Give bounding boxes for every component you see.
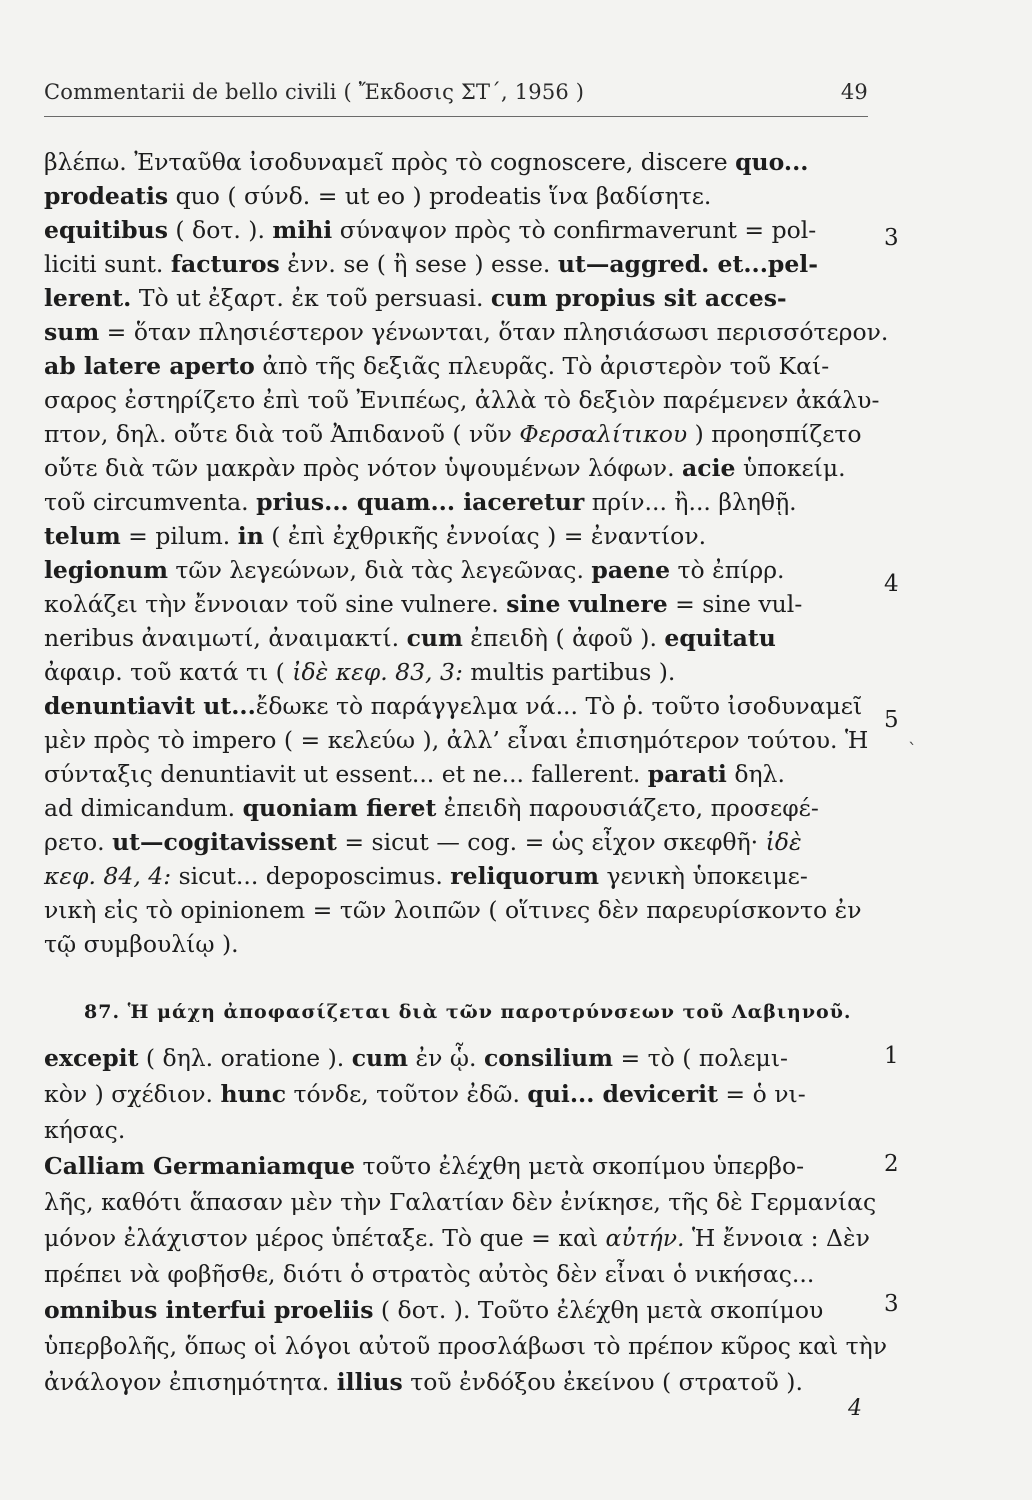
gloss-text: μὲν πρὸς τὸ impero ( = κελεύω ), ἀλλ’ εἶναι ἐπισημότερον τούτου. Ἡ <box>44 726 869 754</box>
margin-line-number: 1 <box>884 1043 899 1069</box>
gloss-text: νικὴ εἰς τὸ opinionem = τῶν λοιπῶν ( οἵτινες δὲν παρευρίσκοντο ἐν <box>44 896 862 924</box>
gloss-text: ρετο. <box>44 828 113 856</box>
margin-line-number: 3 <box>884 225 899 251</box>
text-line <box>44 382 880 418</box>
gloss-text: πρέπει νὰ φοβῆσθε, διότι ὁ στρατὸς αὐτὸς δὲν εἶναι ὁ νικήσας... <box>44 1260 815 1288</box>
lemma-term: mihi <box>272 216 333 244</box>
gloss-text: ( δηλ. oratione ). <box>138 1044 352 1072</box>
lemma-term: omnibus interfui proeliis <box>44 1296 374 1324</box>
gloss-text: ( δοτ. ). <box>167 216 273 244</box>
gloss-text: τοῦ circumventa. <box>44 488 257 516</box>
italic-reference: αὐτήν. <box>605 1224 685 1252</box>
gloss-text: ( ἐπὶ ἐχθρικῆς ἐννοίας ) = ἐναντίον. <box>263 522 707 550</box>
italic-reference: Φερσαλίτικου <box>519 420 688 448</box>
lemma-term: ab latere aperto <box>44 352 255 380</box>
text-line <box>44 586 868 622</box>
gloss-text: τῶν λεγεώνων, διὰ τὰς λεγεῶνας. <box>167 556 592 584</box>
text-line <box>44 1256 868 1292</box>
lemma-term: Calliam Germaniamque <box>44 1152 356 1180</box>
text-line <box>44 1040 868 1076</box>
text-line <box>44 790 868 826</box>
lemma-term: sum <box>44 318 100 346</box>
gloss-text: ( δοτ. ). Τοῦτο ἐλέχθη μετὰ σκοπίμου <box>373 1296 824 1324</box>
gloss-text: Τὸ ut ἐξαρτ. ἐκ τοῦ persuasi. <box>131 284 491 312</box>
gloss-text: ἀνάλογον ἐπισημότητα. <box>44 1368 337 1396</box>
lemma-term: in <box>237 522 264 550</box>
lemma-term: cum propius sit acces- <box>490 284 787 312</box>
lemma-term: legionum <box>44 556 168 584</box>
gloss-text: ) προησπίζετο <box>687 420 862 448</box>
lemma-term: illius <box>336 1368 403 1396</box>
text-line <box>44 1328 887 1364</box>
lemma-term: hunc <box>220 1080 287 1108</box>
lemma-term: acie <box>682 454 736 482</box>
gloss-text: σαρος ἐστηρίζετο ἐπὶ τοῦ Ἐνιπέως, ἀλλὰ τὸ δεξιὸν παρέμενεν ἀκάλυ- <box>44 386 880 414</box>
text-line <box>44 348 868 384</box>
gloss-text: πτον, δηλ. οὔτε διὰ τοῦ Ἀπιδανοῦ ( νῦν <box>44 420 520 448</box>
margin-line-number: 2 <box>884 1151 899 1177</box>
lemma-term: parati <box>647 760 727 788</box>
gloss-text: quo ( σύνδ. = ut eo ) prodeatis ἵνα βαδίσητε. <box>168 182 712 210</box>
gloss-text: = ὁ νι- <box>717 1080 806 1108</box>
gloss-text: ἐπειδὴ παρουσιάζετο, προσεφέ- <box>436 794 819 822</box>
gloss-text: neribus ἀναιμωτί, ἀναιμακτί. <box>44 624 407 652</box>
text-line <box>44 1112 868 1148</box>
margin-line-number: 4 <box>884 571 899 597</box>
text-line <box>44 484 868 520</box>
lemma-term: cum <box>406 624 463 652</box>
text-line <box>44 280 868 316</box>
gloss-text: σύναψον πρὸς τὸ confirmaverunt = pol- <box>332 216 817 244</box>
gloss-text: = ὅταν πλησιέστερον γένωνται, ὅταν πλησιάσωσι περισσότερον. <box>99 318 889 346</box>
gloss-text: = sine vul- <box>667 590 803 618</box>
gloss-text: τὸ ἐπίρρ. <box>670 556 785 584</box>
gloss-text: Ἡ ἔννοια : Δὲν <box>684 1224 870 1252</box>
gloss-text: οὔτε διὰ τῶν μακρὰν πρὸς νότον ὑψουμένων λόφων. <box>44 454 683 482</box>
lemma-term: excepit <box>44 1044 139 1072</box>
text-line <box>44 824 868 860</box>
gloss-text: ἀπὸ τῆς δεξιᾶς πλευρᾶς. Τὸ ἀριστερὸν τοῦ Καί- <box>254 352 830 380</box>
lemma-term: cum <box>351 1044 408 1072</box>
text-line <box>44 518 868 554</box>
lemma-term: sine vulnere <box>506 590 668 618</box>
gloss-text: τόνδε, τοῦτον ἐδῶ. <box>286 1080 528 1108</box>
gloss-text: liciti sunt. <box>44 250 171 278</box>
margin-line-number: 3 <box>884 1291 899 1317</box>
text-line <box>44 1076 868 1112</box>
gloss-text: τοῦτο ἐλέχθη μετὰ σκοπίμου ὑπερβο- <box>355 1152 805 1180</box>
page-number: 49 <box>840 80 868 104</box>
gloss-text: κήσας. <box>44 1116 126 1144</box>
text-line <box>44 620 868 656</box>
gloss-text: = τὸ ( πολεμι- <box>613 1044 788 1072</box>
text-line <box>44 688 868 724</box>
lemma-term: ut—cogitavissent <box>112 828 337 856</box>
header-rule <box>44 116 868 117</box>
lemma-term: equitibus <box>44 216 168 244</box>
stray-mark: ` <box>908 740 917 761</box>
lemma-term: lerent. <box>44 284 132 312</box>
gloss-text: κὸν ) σχέδιον. <box>44 1080 221 1108</box>
gloss-text: ἐν ᾧ. <box>408 1044 484 1072</box>
text-line <box>44 450 868 486</box>
text-line <box>44 892 868 928</box>
lemma-term: quoniam fieret <box>242 794 437 822</box>
gloss-text: τῷ συμβουλίῳ ). <box>44 930 239 958</box>
text-line <box>44 144 868 180</box>
lemma-term: denuntiavit ut... <box>44 692 256 720</box>
gloss-text: πρίν... ἢ... βληθῇ. <box>584 488 797 516</box>
lemma-term: prius... quam... iaceretur <box>256 488 585 516</box>
gloss-text: λῆς, καθότι ἅπασαν μὲν τὴν Γαλατίαν δὲν ἐνίκησε, τῆς δὲ Γερμανίας <box>44 1188 877 1216</box>
gloss-text: ἐνν. se ( ἢ sese ) esse. <box>279 250 558 278</box>
text-line <box>44 722 868 758</box>
text-line <box>44 314 889 350</box>
lemma-term: qui... devicerit <box>527 1080 718 1108</box>
text-line <box>44 1292 868 1328</box>
gloss-text: γενικὴ ὑποκειμε- <box>599 862 808 890</box>
gloss-text: = pilum. <box>120 522 238 550</box>
lemma-term: consilium <box>483 1044 613 1072</box>
text-line <box>44 246 868 282</box>
running-title: Commentarii de bello civili ( Ἔκδοσις ΣΤ΄, 1956 ) <box>44 80 585 104</box>
gloss-text: κολάζει τὴν ἔννοιαν τοῦ sine vulnere. <box>44 590 507 618</box>
lemma-term: telum <box>44 522 121 550</box>
italic-reference: κεφ. 84, 4: <box>44 862 172 890</box>
signature-mark: 4 <box>848 1396 862 1421</box>
gloss-text: μόνον ἐλάχιστον μέρος ὑπέταξε. Τὸ que = καὶ <box>44 1224 606 1252</box>
text-line <box>44 178 868 214</box>
lemma-term: prodeatis <box>44 182 169 210</box>
lemma-term: equitatu <box>664 624 776 652</box>
lemma-term: paene <box>591 556 671 584</box>
italic-reference: ἰδὲ κεφ. 83, 3: <box>292 658 463 686</box>
text-line <box>44 926 868 962</box>
margin-line-number: 5 <box>884 707 899 733</box>
lemma-term: ut—aggred. et...pel- <box>557 250 818 278</box>
gloss-text: δηλ. <box>726 760 785 788</box>
lemma-term: facturos <box>170 250 280 278</box>
text-line <box>44 416 868 452</box>
italic-reference: ἰδὲ <box>765 828 802 856</box>
text-line <box>44 552 868 588</box>
text-line <box>44 1364 868 1400</box>
text-line <box>44 1220 868 1256</box>
gloss-text: σύνταξις denuntiavit ut essent... et ne... fallerent. <box>44 760 648 788</box>
gloss-text: βλέπω. Ἐνταῦθα ἰσοδυναμεῖ πρὸς τὸ cognoscere, discere <box>44 148 736 176</box>
gloss-text: ad dimicandum. <box>44 794 243 822</box>
lemma-term: reliquorum <box>450 862 600 890</box>
gloss-text: ὑπερβολῆς, ὅπως οἱ λόγοι αὐτοῦ προσλάβωσι τὸ πρέπον κῦρος καὶ τὴν <box>44 1332 887 1360</box>
gloss-text: ἔδωκε τὸ παράγγελμα νά... Τὸ ῥ. τοῦτο ἰσοδυναμεῖ <box>255 692 863 720</box>
lemma-term: quo... <box>735 148 809 176</box>
running-header <box>44 80 868 104</box>
text-line <box>44 756 868 792</box>
text-line <box>44 1148 868 1184</box>
text-line <box>44 858 868 894</box>
gloss-text: ἀφαιρ. τοῦ κατά τι ( <box>44 658 293 686</box>
gloss-text: τοῦ ἐνδόξου ἐκείνου ( στρατοῦ ). <box>402 1368 803 1396</box>
gloss-text: multis partibus ). <box>462 658 676 686</box>
text-line <box>44 212 868 248</box>
text-line <box>44 654 868 690</box>
gloss-text: ὑποκείμ. <box>735 454 846 482</box>
gloss-text: = sicut — cog. = ὡς εἶχον σκεφθῆ· <box>336 828 766 856</box>
gloss-text: ἐπειδὴ ( ἀφοῦ ). <box>462 624 665 652</box>
section-heading: 87. Ἡ μάχη ἀποφασίζεται διὰ τῶν παροτρύνσεων τοῦ Λαβιηνοῦ. <box>84 1001 852 1023</box>
text-line <box>44 1184 877 1220</box>
gloss-text: sicut... depoposcimus. <box>171 862 451 890</box>
